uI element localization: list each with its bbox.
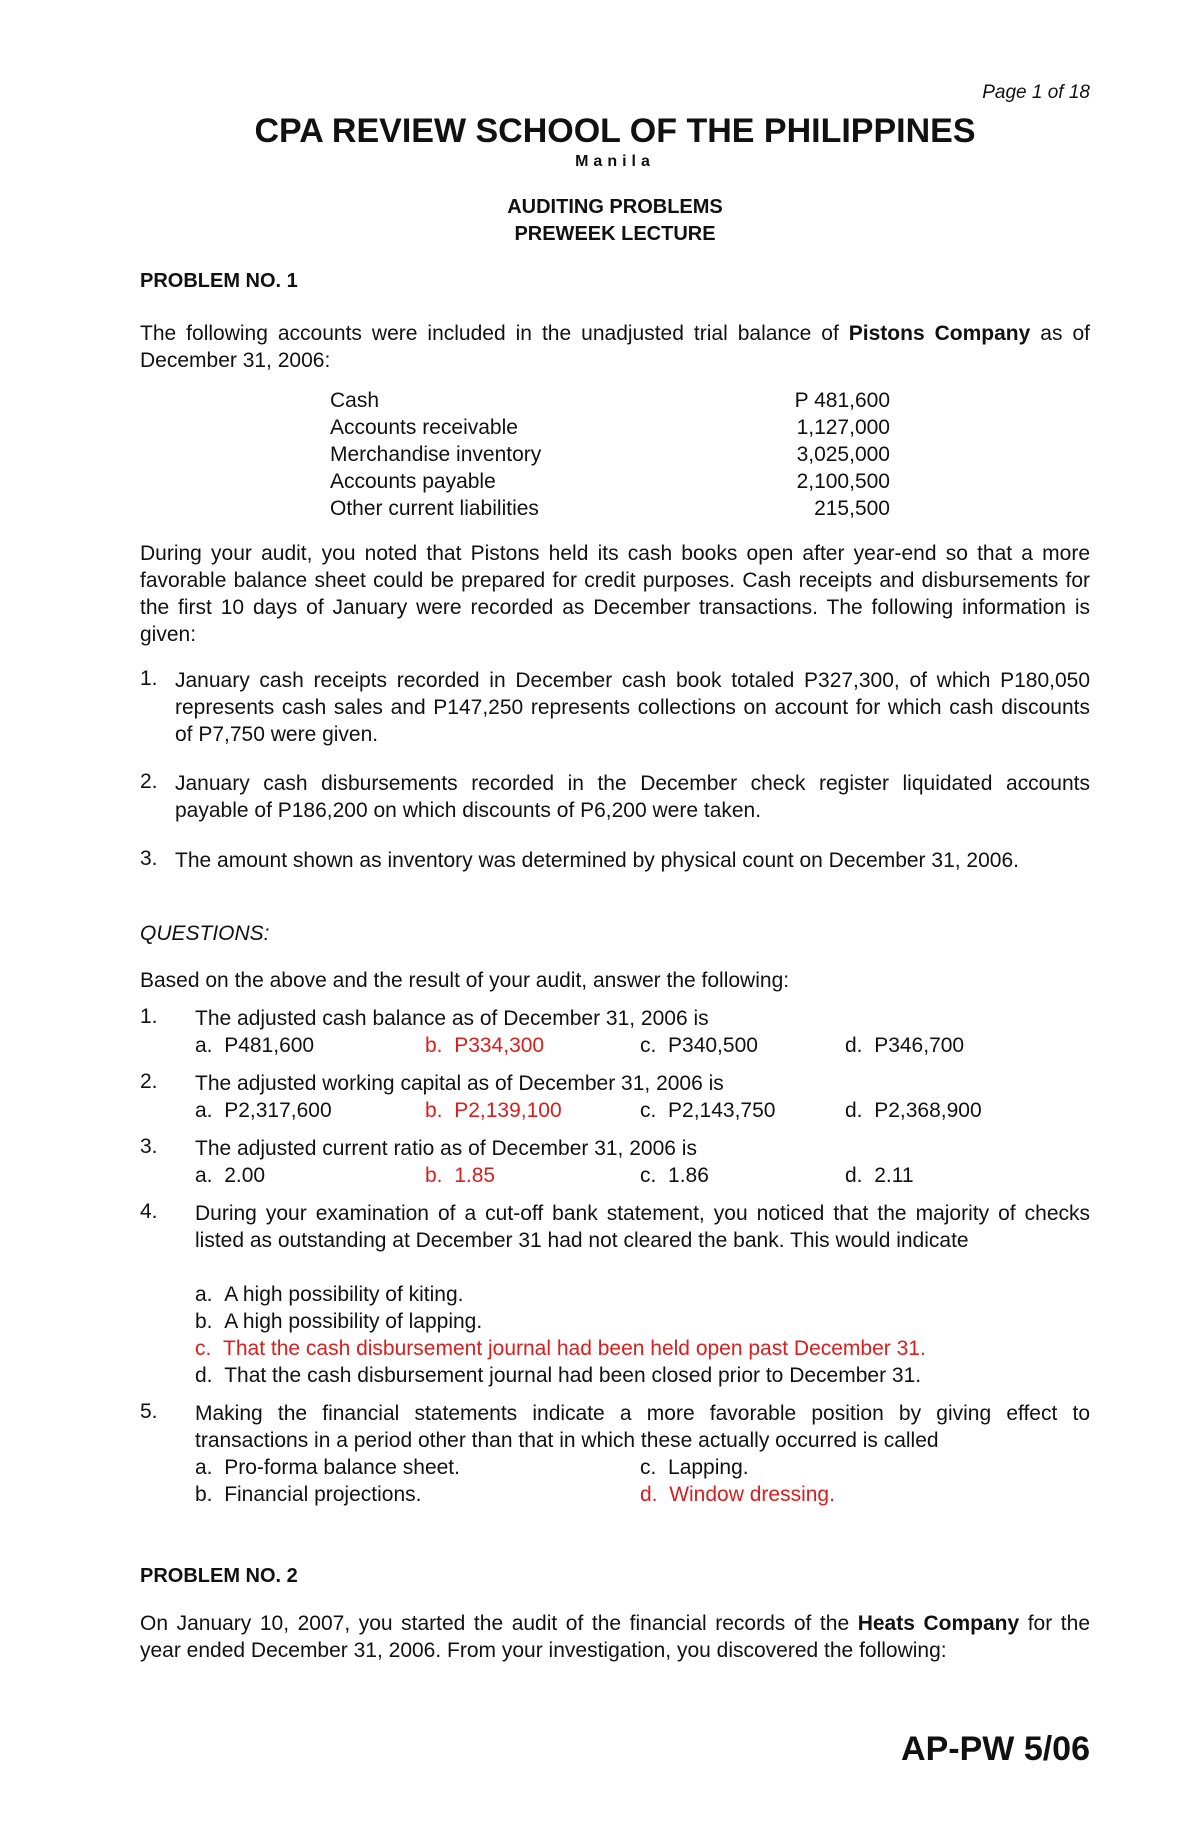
fact-number: 1. xyxy=(140,667,158,690)
company-name: Pistons Company xyxy=(848,322,1031,345)
company-name: Heats Company xyxy=(857,1612,1020,1635)
problem-2-heading: PROBLEM NO. 2 xyxy=(140,1565,298,1587)
account-name: Other current liabilities xyxy=(330,497,539,520)
option-d: d. P346,700 xyxy=(845,1034,965,1057)
lecture-title: PREWEEK LECTURE xyxy=(514,223,716,245)
question-number: 2. xyxy=(140,1070,158,1093)
option-c: c. P2,143,750 xyxy=(640,1099,776,1122)
intro-text-end: for the year ended December 31, 2006. From your investigation, you discovered the following: xyxy=(140,1612,1090,1662)
question-text: Making the financial statements indicate a more favorable position by giving effect to transactions in a period other than that in which these actually occurred is called xyxy=(195,1402,1090,1452)
account-name: Accounts receivable xyxy=(330,416,518,439)
intro-text: On January 10, 2007, you started the audit of the financial records of the xyxy=(140,1612,858,1635)
option-d: d. P2,368,900 xyxy=(845,1099,982,1122)
option-a: a. A high possibility of kiting. xyxy=(195,1283,464,1306)
account-amount: 1,127,000 xyxy=(796,416,890,439)
school-title: CPA REVIEW SCHOOL OF THE PHILIPPINES xyxy=(254,112,976,150)
option-a: a. 2.00 xyxy=(195,1164,266,1187)
intro-text-end: as of December 31, 2006: xyxy=(140,322,1090,372)
option-b-correct: b. P2,139,100 xyxy=(425,1099,562,1122)
option-d: d. That the cash disbursement journal had been closed prior to December 31. xyxy=(195,1364,922,1387)
account-amount: 215,500 xyxy=(814,497,890,520)
option-c: c. 1.86 xyxy=(640,1164,709,1187)
account-amount: 2,100,500 xyxy=(796,470,890,493)
question-text: The adjusted working capital as of December 31, 2006 is xyxy=(195,1072,724,1095)
problem-1-intro xyxy=(140,320,1090,374)
problem-1-narrative: During your audit, you noted that Pistons held its cash books open after year-end so that a more favorable balance sheet could be prepared for credit purposes. Cash receipts and disbursements for the first 10 days of January were recorded as December transactions. The following information is given: xyxy=(140,542,1090,646)
account-amount: 3,025,000 xyxy=(796,443,890,466)
option-c: c. Lapping. xyxy=(640,1456,749,1479)
fact-text: January cash receipts recorded in December cash book totaled P327,300, of which P180,050 represents cash sales and P147,250 represents collections on account for which cash discounts of P7,750 were given. xyxy=(175,669,1090,746)
option-a: a. P481,600 xyxy=(195,1034,315,1057)
question-number: 5. xyxy=(140,1400,158,1423)
option-b: b. A high possibility of lapping. xyxy=(195,1310,483,1333)
option-d: d. 2.11 xyxy=(845,1164,914,1187)
fact-number: 2. xyxy=(140,770,158,793)
option-a: a. Pro-forma balance sheet. xyxy=(195,1456,460,1479)
questions-label: QUESTIONS: xyxy=(140,922,270,945)
page-number: Page 1 of 18 xyxy=(982,82,1090,103)
question-text: During your examination of a cut-off bank statement, you noticed that the majority of checks listed as outstanding at December 31 had not cleared the bank. This would indicate xyxy=(195,1202,1090,1252)
option-a: a. P2,317,600 xyxy=(195,1099,332,1122)
account-name: Cash xyxy=(330,389,380,412)
problem-2-intro xyxy=(140,1610,1090,1664)
intro-text: The following accounts were included in the unadjusted trial balance of xyxy=(140,322,849,345)
option-c: c. P340,500 xyxy=(640,1034,758,1057)
question-text: The adjusted current ratio as of December 31, 2006 is xyxy=(195,1137,697,1160)
questions-intro: Based on the above and the result of your audit, answer the following: xyxy=(140,969,790,992)
option-b: b. Financial projections. xyxy=(195,1483,422,1506)
subject-title: AUDITING PROBLEMS xyxy=(507,196,723,218)
fact-text: January cash disbursements recorded in the December check register liquidated accounts payable of P186,200 on which discounts of P6,200 were taken. xyxy=(175,772,1090,822)
document-code: AP-PW 5/06 xyxy=(901,1730,1090,1768)
option-b-correct: b. 1.85 xyxy=(425,1164,496,1187)
option-c-correct: c. That the cash disbursement journal had been held open past December 31. xyxy=(195,1337,926,1360)
school-city: Manila xyxy=(575,153,655,170)
question-text: The adjusted cash balance as of December 31, 2006 is xyxy=(195,1007,709,1030)
account-name: Merchandise inventory xyxy=(330,443,542,466)
fact-number: 3. xyxy=(140,847,158,870)
account-amount: P 481,600 xyxy=(794,389,890,412)
question-number: 1. xyxy=(140,1005,158,1028)
option-d-correct: d. Window dressing. xyxy=(640,1483,835,1506)
problem-1-heading: PROBLEM NO. 1 xyxy=(140,270,298,292)
account-name: Accounts payable xyxy=(330,470,496,493)
option-b-correct: b. P334,300 xyxy=(425,1034,545,1057)
question-number: 4. xyxy=(140,1200,158,1223)
question-number: 3. xyxy=(140,1135,158,1158)
fact-text: The amount shown as inventory was determined by physical count on December 31, 2006. xyxy=(175,849,1019,872)
